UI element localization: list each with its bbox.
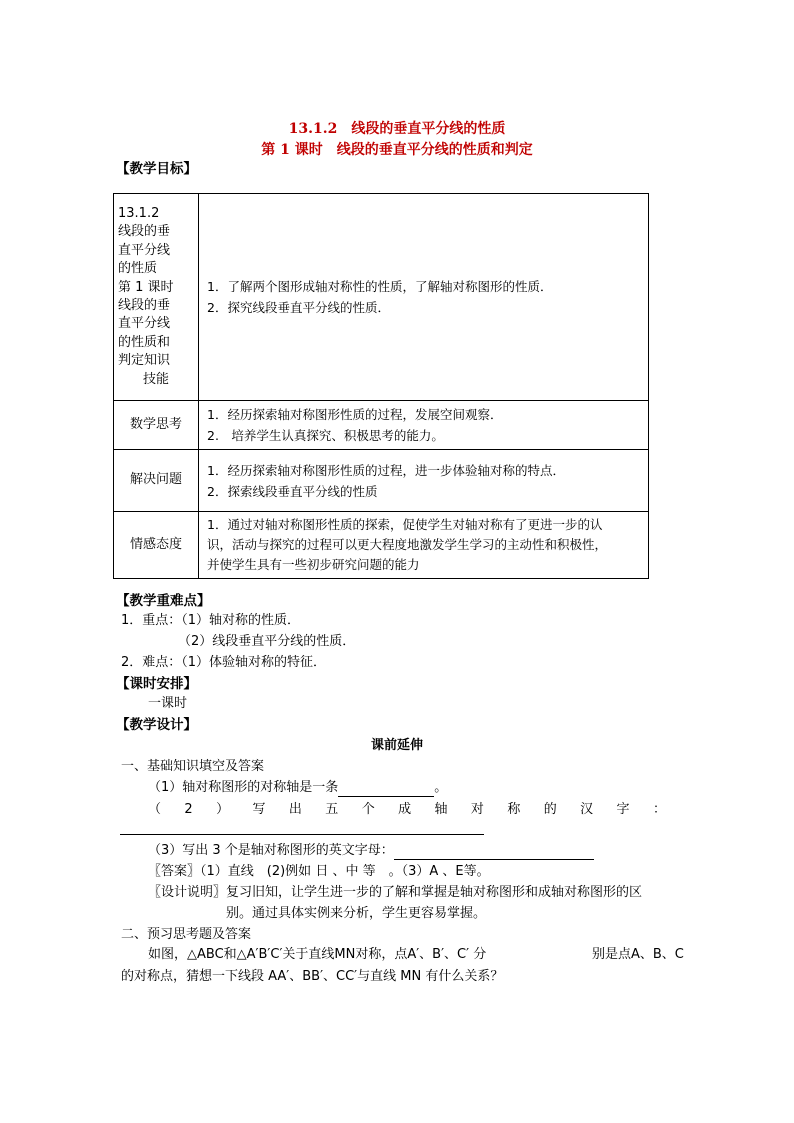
q2-char: 五 — [325, 802, 339, 817]
q2-char: 称 — [507, 802, 521, 817]
answer-blank — [394, 845, 594, 860]
answer-line: 〖答案〗（1）直线 (2)例如 日 、中 等 。（3）A 、E等。 — [148, 864, 490, 879]
question-1 — [148, 779, 447, 797]
question-3-text: （3）写出 3 个是轴对称图形的英文字母： — [148, 843, 394, 858]
question-3 — [148, 842, 594, 860]
objective-item: 2．探索线段垂直平分线的性质 — [207, 483, 378, 499]
label-line: 线段的垂 — [118, 298, 171, 313]
label-line: 直平分线 — [118, 316, 171, 332]
q2-char: 轴 — [434, 802, 448, 817]
row-label-attitude: 情感态度 — [114, 512, 199, 579]
row-content-attitude — [199, 512, 649, 579]
table-row — [114, 512, 649, 579]
answer-blank — [338, 782, 434, 797]
row-content-problem-solving — [199, 450, 649, 512]
q2-char: 出 — [288, 802, 302, 817]
answer-blank-line — [120, 834, 484, 835]
label-line: 13.1.2 — [118, 205, 160, 221]
label-line: 第 1 课时 — [118, 279, 174, 295]
row-content-thinking — [199, 401, 649, 450]
q2-char: 对 — [470, 802, 484, 817]
table-row — [114, 194, 649, 401]
section-schedule: 【课时安排】 — [116, 676, 197, 692]
label-line: 技能 — [142, 371, 169, 387]
schedule-text: 一课时 — [148, 696, 188, 711]
objective-item: 1．通过对轴对称图形性质的探索，促使学生对轴对称有了更进一步的认 — [207, 517, 603, 532]
objective-item: 识，活动与探究的过程可以更大程度地激发学生学习的主动性和积极性， — [207, 537, 608, 552]
preview-question-line: 别是点A、B、C — [592, 947, 684, 962]
design-note-line: 〖设计说明〗复习旧知，让学生进一步的了解和掌握是轴对称图形和成轴对称图形的区 — [148, 885, 643, 900]
q2-char: 成 — [398, 802, 412, 817]
q2-char: （ — [148, 802, 162, 817]
objectives-table — [113, 193, 649, 579]
row-content-knowledge — [199, 194, 649, 401]
question-1-end: 。 — [434, 780, 448, 795]
q2-char: ： — [652, 802, 666, 817]
design-note-line: 别。通过具体实例来分析，学生更容易掌握。 — [226, 906, 487, 921]
difficulty-line: 2．难点：（1）体验轴对称的特征． — [121, 655, 327, 670]
question-1-text: （1）轴对称图形的对称轴是一条 — [148, 780, 339, 795]
q2-char: 写 — [252, 802, 266, 817]
row-label-problem-solving: 解决问题 — [114, 450, 199, 512]
question-2 — [148, 801, 666, 819]
key-point-line: 1．重点：（1）轴对称的性质． — [121, 613, 301, 628]
table-row — [114, 450, 649, 512]
objective-item: 2．探究线段垂直平分线的性质． — [207, 300, 390, 315]
row-label-thinking: 数学思考 — [114, 401, 199, 450]
objective-item: 2. 培养学生认真探究、积极思考的能力。 — [207, 428, 444, 443]
q2-char: ） — [216, 802, 230, 817]
section-objectives: 【教学目标】 — [116, 161, 197, 177]
q2-char: 个 — [361, 802, 375, 817]
document-title: 13.1.2 线段的垂直平分线的性质 — [288, 121, 506, 137]
label-line: 判定知识 — [118, 353, 171, 369]
q2-char: 汉 — [580, 802, 594, 817]
key-point-line: （2）线段垂直平分线的性质． — [178, 634, 356, 649]
preview-question-line: 的对称点，猜想一下线段 AA′、BB′、CC′与直线 MN 有什么关系？ — [121, 969, 504, 984]
q2-char: 的 — [543, 802, 557, 817]
objective-item: 1．经历探索轴对称图形性质的过程，进一步体验轴对称的特点． — [207, 462, 565, 478]
objective-item: 1．了解两个图形成轴对称性的性质，了解轴对称图形的性质． — [207, 279, 553, 294]
preview-question-line: 如图，△ABC和△A′B′C′关于直线MN对称，点A′、B′、C′ 分 — [148, 947, 487, 962]
part1-title: 一、基础知识填空及答案 — [121, 759, 265, 774]
label-line: 的性质 — [118, 261, 158, 277]
part2-title: 二、预习思考题及答案 — [121, 927, 252, 942]
label-line: 直平分线 — [118, 242, 171, 258]
section-key-points: 【教学重难点】 — [116, 593, 211, 609]
section-design: 【教学设计】 — [116, 717, 197, 733]
table-row — [114, 401, 649, 450]
label-line: 线段的垂 — [118, 224, 171, 240]
objective-item: 并使学生具有一些初步研究问题的能力 — [207, 557, 420, 572]
document-subtitle: 第 1 课时 线段的垂直平分线的性质和判定 — [261, 142, 533, 158]
design-heading: 课前延伸 — [370, 738, 423, 753]
objective-item: 1．经历探索轴对称图形性质的过程，发展空间观察． — [207, 407, 503, 422]
q2-char: 2 — [184, 802, 193, 817]
q2-char: 字 — [616, 802, 630, 817]
row-label-knowledge — [114, 194, 199, 401]
label-line: 的性质和 — [118, 334, 171, 350]
